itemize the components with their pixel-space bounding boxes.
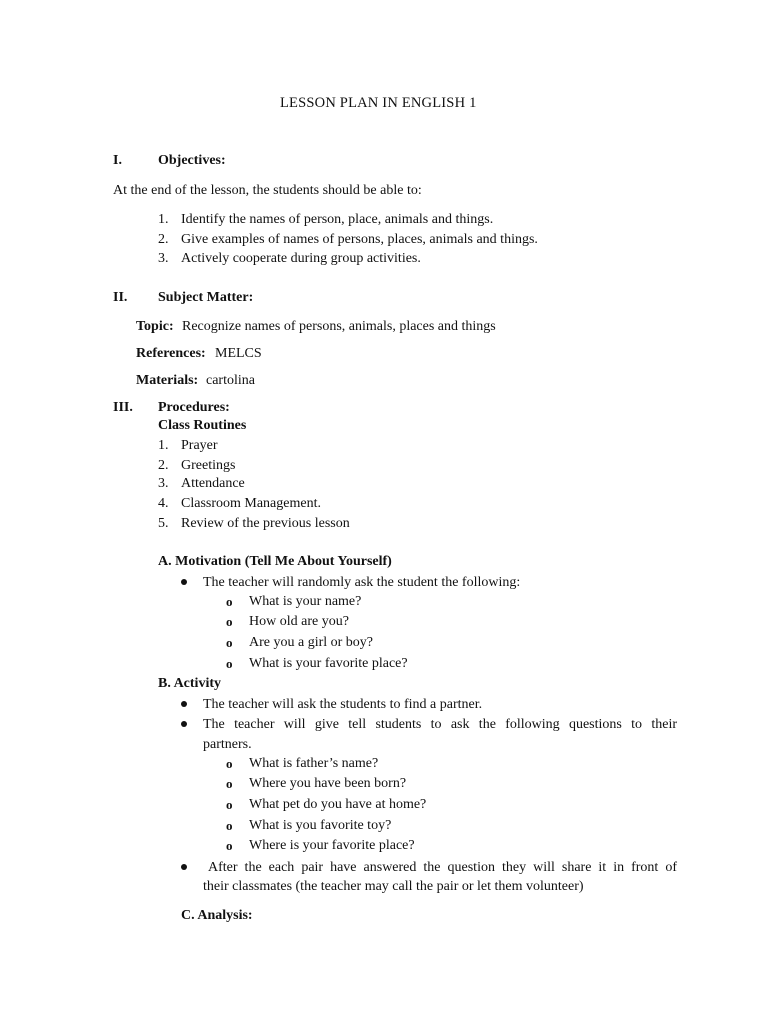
references-value: MELCS (215, 346, 262, 361)
analysis-heading: C. Analysis: (181, 908, 253, 923)
motivation-question: How old are you? (249, 614, 349, 629)
routine-number: 2. (158, 458, 169, 473)
activity-question: What is father’s name? (249, 756, 379, 771)
sub-bullet-marker: o (226, 614, 233, 629)
bullet-point (181, 721, 187, 727)
topic-label: Topic: (136, 319, 174, 334)
objective-item: Give examples of names of persons, places, animals and things. (181, 232, 538, 247)
materials-label: Materials: (136, 373, 199, 388)
routine-number: 5. (158, 516, 169, 531)
sub-bullet-marker: o (226, 635, 233, 650)
procedures-heading: Procedures: (158, 400, 230, 415)
objective-number: 3. (158, 251, 169, 266)
routine-item: Review of the previous lesson (181, 516, 350, 531)
sub-bullet-marker: o (226, 756, 233, 771)
class-routines-heading: Class Routines (158, 418, 247, 433)
sub-bullet-marker: o (226, 838, 233, 853)
activity-question: Where is your favorite place? (249, 838, 415, 853)
activity-bullet-text-continued: their classmates (the teacher may call the pair or let them volunteer) (203, 879, 584, 894)
routine-number: 1. (158, 438, 169, 453)
materials-value: cartolina (206, 373, 255, 388)
section-numeral-procedures: III. (113, 400, 133, 415)
activity-heading: B. Activity (158, 676, 221, 691)
routine-number: 4. (158, 496, 169, 511)
objective-item: Actively cooperate during group activities. (181, 251, 421, 266)
motivation-question: Are you a girl or boy? (249, 635, 374, 650)
bullet-point (181, 701, 187, 707)
routine-item: Greetings (181, 458, 236, 473)
bullet-point (181, 864, 187, 870)
subject-matter-heading: Subject Matter: (158, 290, 254, 305)
sub-bullet-marker: o (226, 776, 233, 791)
section-numeral-subject-matter: II. (113, 290, 128, 305)
motivation-bullet-text: The teacher will randomly ask the student the following: (203, 575, 521, 590)
sub-bullet-marker: o (226, 818, 233, 833)
routine-item: Attendance (181, 476, 245, 491)
objective-item: Identify the names of person, place, animals and things. (181, 212, 494, 227)
routine-item: Classroom Management. (181, 496, 321, 511)
routine-number: 3. (158, 476, 169, 491)
motivation-question: What is your favorite place? (249, 656, 408, 671)
activity-bullet-text: The teacher will give tell students to ask the following questions to their (203, 717, 677, 732)
activity-question: Where you have been born? (249, 776, 407, 791)
objectives-intro: At the end of the lesson, the students should be able to: (113, 183, 422, 198)
activity-bullet-text: The teacher will ask the students to find a partner. (203, 697, 483, 712)
document-title: LESSON PLAN IN ENGLISH 1 (280, 95, 477, 111)
routine-item: Prayer (181, 438, 218, 453)
activity-bullet-text-continued: partners. (203, 737, 252, 752)
sub-bullet-marker: o (226, 797, 233, 812)
objective-number: 2. (158, 232, 169, 247)
activity-question: What pet do you have at home? (249, 797, 427, 812)
references-label: References: (136, 346, 206, 361)
activity-question: What is you favorite toy? (249, 818, 392, 833)
sub-bullet-marker: o (226, 594, 233, 609)
sub-bullet-marker: o (226, 656, 233, 671)
section-numeral-objectives: I. (113, 153, 122, 168)
activity-bullet-text: After the each pair have answered the question they will share it in front of (208, 860, 677, 875)
bullet-point (181, 579, 187, 585)
objectives-heading: Objectives: (158, 153, 226, 168)
motivation-question: What is your name? (249, 594, 362, 609)
motivation-heading: A. Motivation (Tell Me About Yourself) (158, 554, 392, 569)
objective-number: 1. (158, 212, 169, 227)
topic-value: Recognize names of persons, animals, places and things (182, 319, 496, 334)
